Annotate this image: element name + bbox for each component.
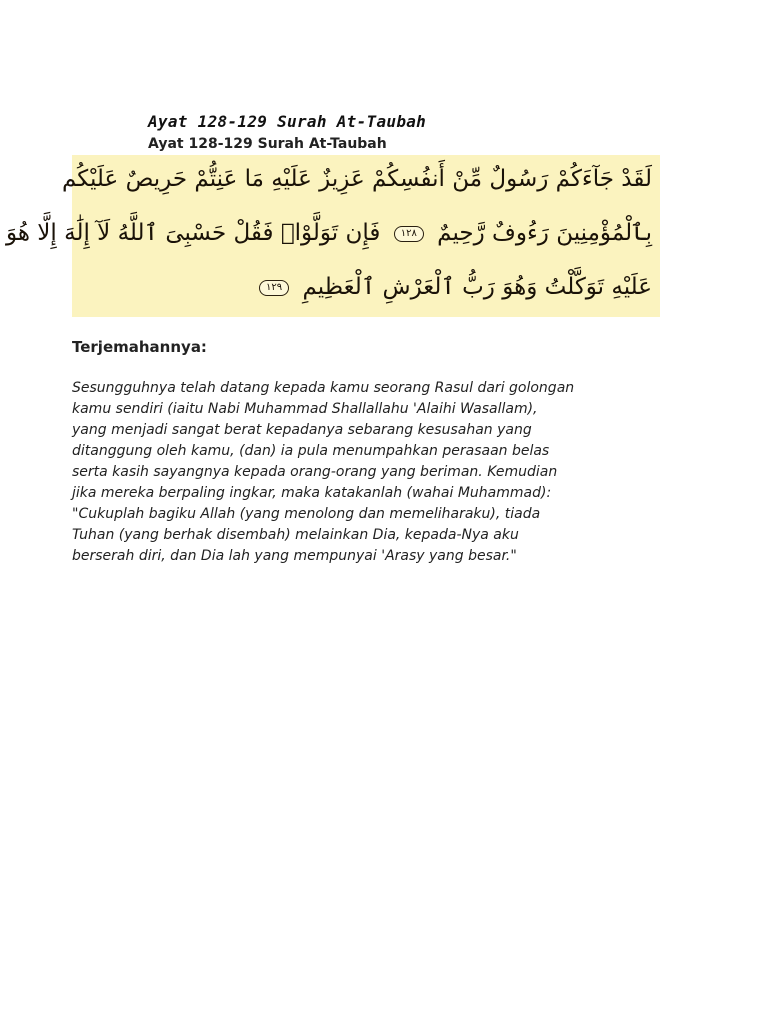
- arabic-line-2-part-b: فَإِن تَوَلَّوْا۟ فَقُلْ حَسْبِىَ ٱللَّهُ لَآ إِلَٰهَ إِلَّا هُوَ: [5, 220, 381, 246]
- arabic-verse-image: [5, 155, 660, 317]
- arabic-line-3: [78, 267, 652, 311]
- translation-label: Terjemahannya:: [72, 338, 207, 356]
- translation-line: "Cukuplah bagiku Allah (yang menolong dan memeliharaku), tiada: [72, 506, 541, 522]
- translation-line: jika mereka berpaling ingkar, maka katakanlah (wahai Muhammad):: [72, 485, 552, 501]
- page-title: Ayat 128-129 Surah At-Taubah: [148, 112, 427, 131]
- arabic-line-2: [5, 213, 652, 257]
- arabic-line-1: لَقَدْ جَآءَكُمْ رَسُولٌ مِّنْ أَنفُسِكُمْ عَزِيزٌ عَلَيْهِ مَا عَنِتُّمْ حَرِيصٌ عَلَيْكُم: [61, 166, 652, 192]
- translation-line: yang menjadi sangat berat kepadanya sebarang kesusahan yang: [72, 422, 532, 438]
- arabic-line-3-text: عَلَيْهِ تَوَكَّلْتُ وَهُوَ رَبُّ ٱلْعَرْشِ ٱلْعَظِيمِ: [302, 274, 652, 300]
- translation-line: ditanggung oleh kamu, (dan) ia pula menumpahkan perasaan belas: [72, 443, 550, 459]
- page-subtitle: Ayat 128-129 Surah At-Taubah: [148, 136, 387, 152]
- translation-line: serta kasih sayangnya kepada orang-orang yang beriman. Kemudian: [72, 464, 558, 480]
- ayah-number-129: ١٢٩: [259, 280, 289, 296]
- translation-line: berserah diri, dan Dia lah yang mempunyai 'Arasy yang besar.": [72, 548, 517, 564]
- translation-line: Sesungguhnya telah datang kepada kamu seorang Rasul dari golongan: [72, 380, 575, 396]
- ayah-number-128: ١٢٨: [394, 226, 424, 242]
- translation-paragraph: [72, 378, 672, 567]
- translation-line: kamu sendiri (iaitu Nabi Muhammad Shallallahu 'Alaihi Wasallam),: [72, 401, 538, 417]
- translation-line: Tuhan (yang berhak disembah) melainkan Dia, kepada-Nya aku: [72, 527, 519, 543]
- arabic-line-2-part-a: بِٱلْمُؤْمِنِينَ رَءُوفٌ رَّحِيمٌ: [437, 220, 652, 246]
